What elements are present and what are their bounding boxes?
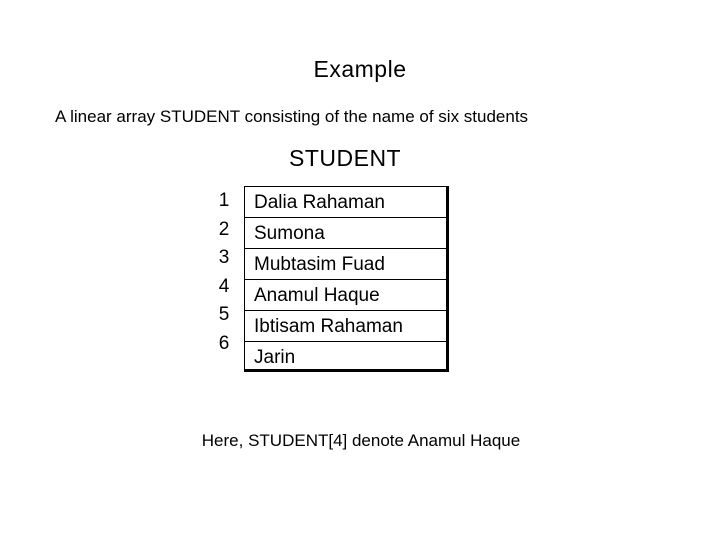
array-index: 6 (218, 332, 230, 354)
array-index: 3 (218, 247, 230, 268)
array-index: 2 (218, 218, 230, 240)
array-cell: Ibtisam Rahaman (245, 311, 446, 342)
array-cell: Sumona (245, 218, 446, 249)
slide-title: Example (313, 56, 407, 82)
array-cell: Mubtasim Fuad (245, 249, 446, 280)
slide-subtitle: A linear array STUDENT consisting of the name of six students (55, 107, 529, 126)
example-note: Here, STUDENT[4] denote Anamul Haque (201, 431, 521, 450)
array-index: 4 (218, 275, 230, 297)
array-index: 1 (218, 190, 230, 211)
student-array-box (244, 186, 449, 372)
array-index: 5 (218, 304, 230, 325)
array-cell: Anamul Haque (245, 280, 446, 311)
array-index-column (210, 187, 238, 358)
array-cell: Jarin (254, 347, 296, 368)
array-name-label: STUDENT (289, 145, 402, 171)
array-cell: Dalia Rahaman (245, 187, 446, 218)
